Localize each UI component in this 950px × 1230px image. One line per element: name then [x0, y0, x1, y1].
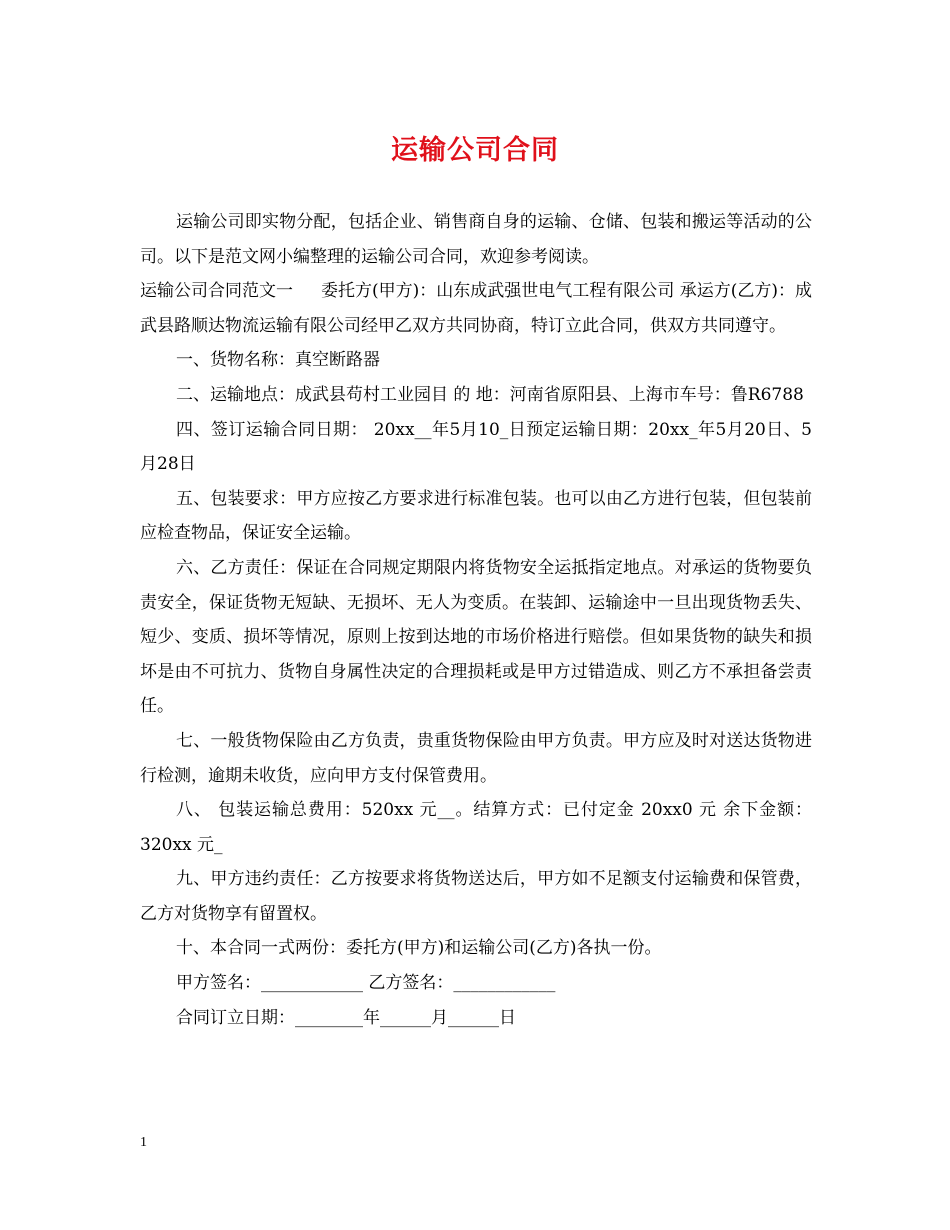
- clause-fees: 八、 包装运输总费用：520xx 元__。结算方式：已付定金 20xx0 元 余下金额：320xx 元_: [140, 800, 812, 855]
- clause-packaging: 五、包装要求：甲方应按乙方要求进行标准包装。也可以由乙方进行包装，但包装前应检查物品，保证安全运输。: [140, 488, 812, 544]
- intro-paragraph: 运输公司即实物分配，包括企业、销售商自身的运输、仓储、包装和搬运等活动的公司。以下是范文网小编整理的运输公司合同，欢迎参考阅读。: [140, 212, 812, 267]
- signature-line: 甲方签名：____________ 乙方签名：____________: [176, 973, 556, 994]
- clause-carrier-responsibility: 六、乙方责任：保证在合同规定期限内将货物安全运抵指定地点。对承运的货物要负责安全，保证货物无短缺、无损坏、无人为变质。在装卸、运输途中一旦出现货物丢失、短少、变质、损坏等情况，原则上按到达地的市场价格进行赔偿。但如果货物的缺失和损坏是由不可抗力、货物自身属性决定的合理损耗或是甲方过错造成、则乙方不承担备尝责任。: [140, 557, 812, 717]
- clause-breach: 九、甲方违约责任：乙方按要求将货物送达后，甲方如不足额支付运输费和保管费，乙方对货物享有留置权。: [140, 869, 812, 924]
- parties-text: 委托方(甲方)：山东成武强世电气工程有限公司 承运方(乙方)：成武县路顺达物流运输有限公司经甲乙双方共同协商，特订立此合同，供双方共同遵守。: [140, 281, 812, 336]
- document-body: [140, 205, 812, 1035]
- document-title: 运输公司合同: [391, 135, 559, 166]
- clause-insurance: 七、一般货物保险由乙方负责，贵重货物保险由甲方负责。甲方应及时对送达货物进行检测，逾期未收货，应向甲方支付保管费用。: [140, 730, 812, 786]
- signing-date-line: 合同订立日期：________年______月______日: [176, 1007, 516, 1028]
- sample-label: 运输公司合同范文一: [140, 281, 294, 302]
- parties-paragraph: [140, 274, 812, 343]
- clause-transport-location: 二、运输地点：成武县苟村工业园目 的 地：河南省原阳县、上海市车号：鲁R6788: [176, 384, 804, 405]
- clause-copies: 十、本合同一式两份：委托方(甲方)和运输公司(乙方)各执一份。: [176, 938, 662, 959]
- clause-contract-date: 四、签订运输合同日期： 20xx__年5月10_日预定运输日期：20xx_年5月20日、5月28日: [140, 419, 812, 475]
- page-number: 1: [140, 1135, 147, 1150]
- clause-goods-name: 一、货物名称：真空断路器: [176, 350, 380, 371]
